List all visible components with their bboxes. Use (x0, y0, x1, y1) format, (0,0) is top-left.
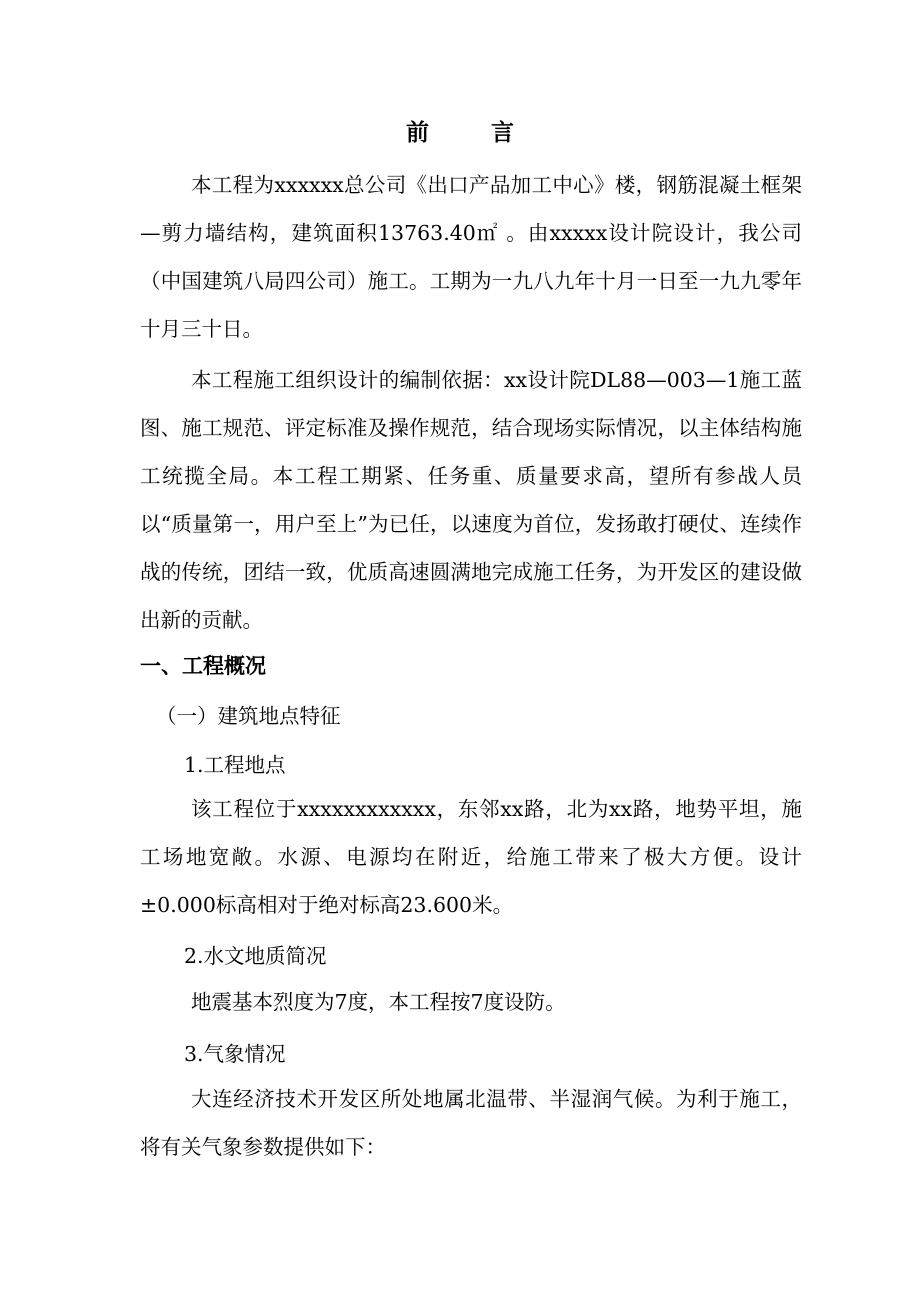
preface-paragraph-1: 本工程为xxxxxx总公司《出口产品加工中心》楼，钢筋混凝土框架—剪力墙结构，建筑面积13763.40㎡ 。由xxxxx设计院设计，我公司（中国建筑八局四公司）施工。工期为一九八九年十月一日至一九九零年十月三十日。 (140, 173, 802, 341)
preface-paragraph-2: 本工程施工组织设计的编制依据：xx设计院DL88—003—1施工蓝图、施工规范、评定标准及操作规范，结合现场实际情况，以主体结构施工统揽全局。本工程工期紧、任务重、质量要求高，望所有参战人员以“质量第一，用户至上”为已任，以速度为首位，发扬敢打硬仗、连续作战的传统，团结一致，优质高速圆满地完成施工任务，为开发区的建设做出新的贡献。 (140, 368, 802, 632)
item-heading-site: 1.工程地点 (184, 753, 286, 777)
title-char-1: 前 (406, 120, 429, 146)
subsection-heading-location: （一）建筑地点特征 (156, 704, 341, 728)
hydrology-paragraph: 地震基本烈度为7度，本工程按7度设防。 (191, 990, 566, 1014)
section-heading-overview: 一、工程概况 (140, 654, 266, 678)
site-description-paragraph: 该工程位于xxxxxxxxxxxx，东邻xx路，北为xx路，地势平坦，施工场地宽敞。水源、电源均在附近，给施工带来了极大方便。设计±0.000标高相对于绝对标高23.600米。 (140, 797, 802, 917)
page-title (0, 118, 920, 148)
item-heading-climate: 3.气象情况 (184, 1042, 286, 1066)
item-heading-hydrology: 2.水文地质简况 (184, 944, 327, 968)
climate-paragraph: 大连经济技术开发区所处地属北温带、半湿润气候。为利于施工，将有关气象参数提供如下： (140, 1087, 802, 1159)
title-char-2: 言 (491, 120, 514, 146)
